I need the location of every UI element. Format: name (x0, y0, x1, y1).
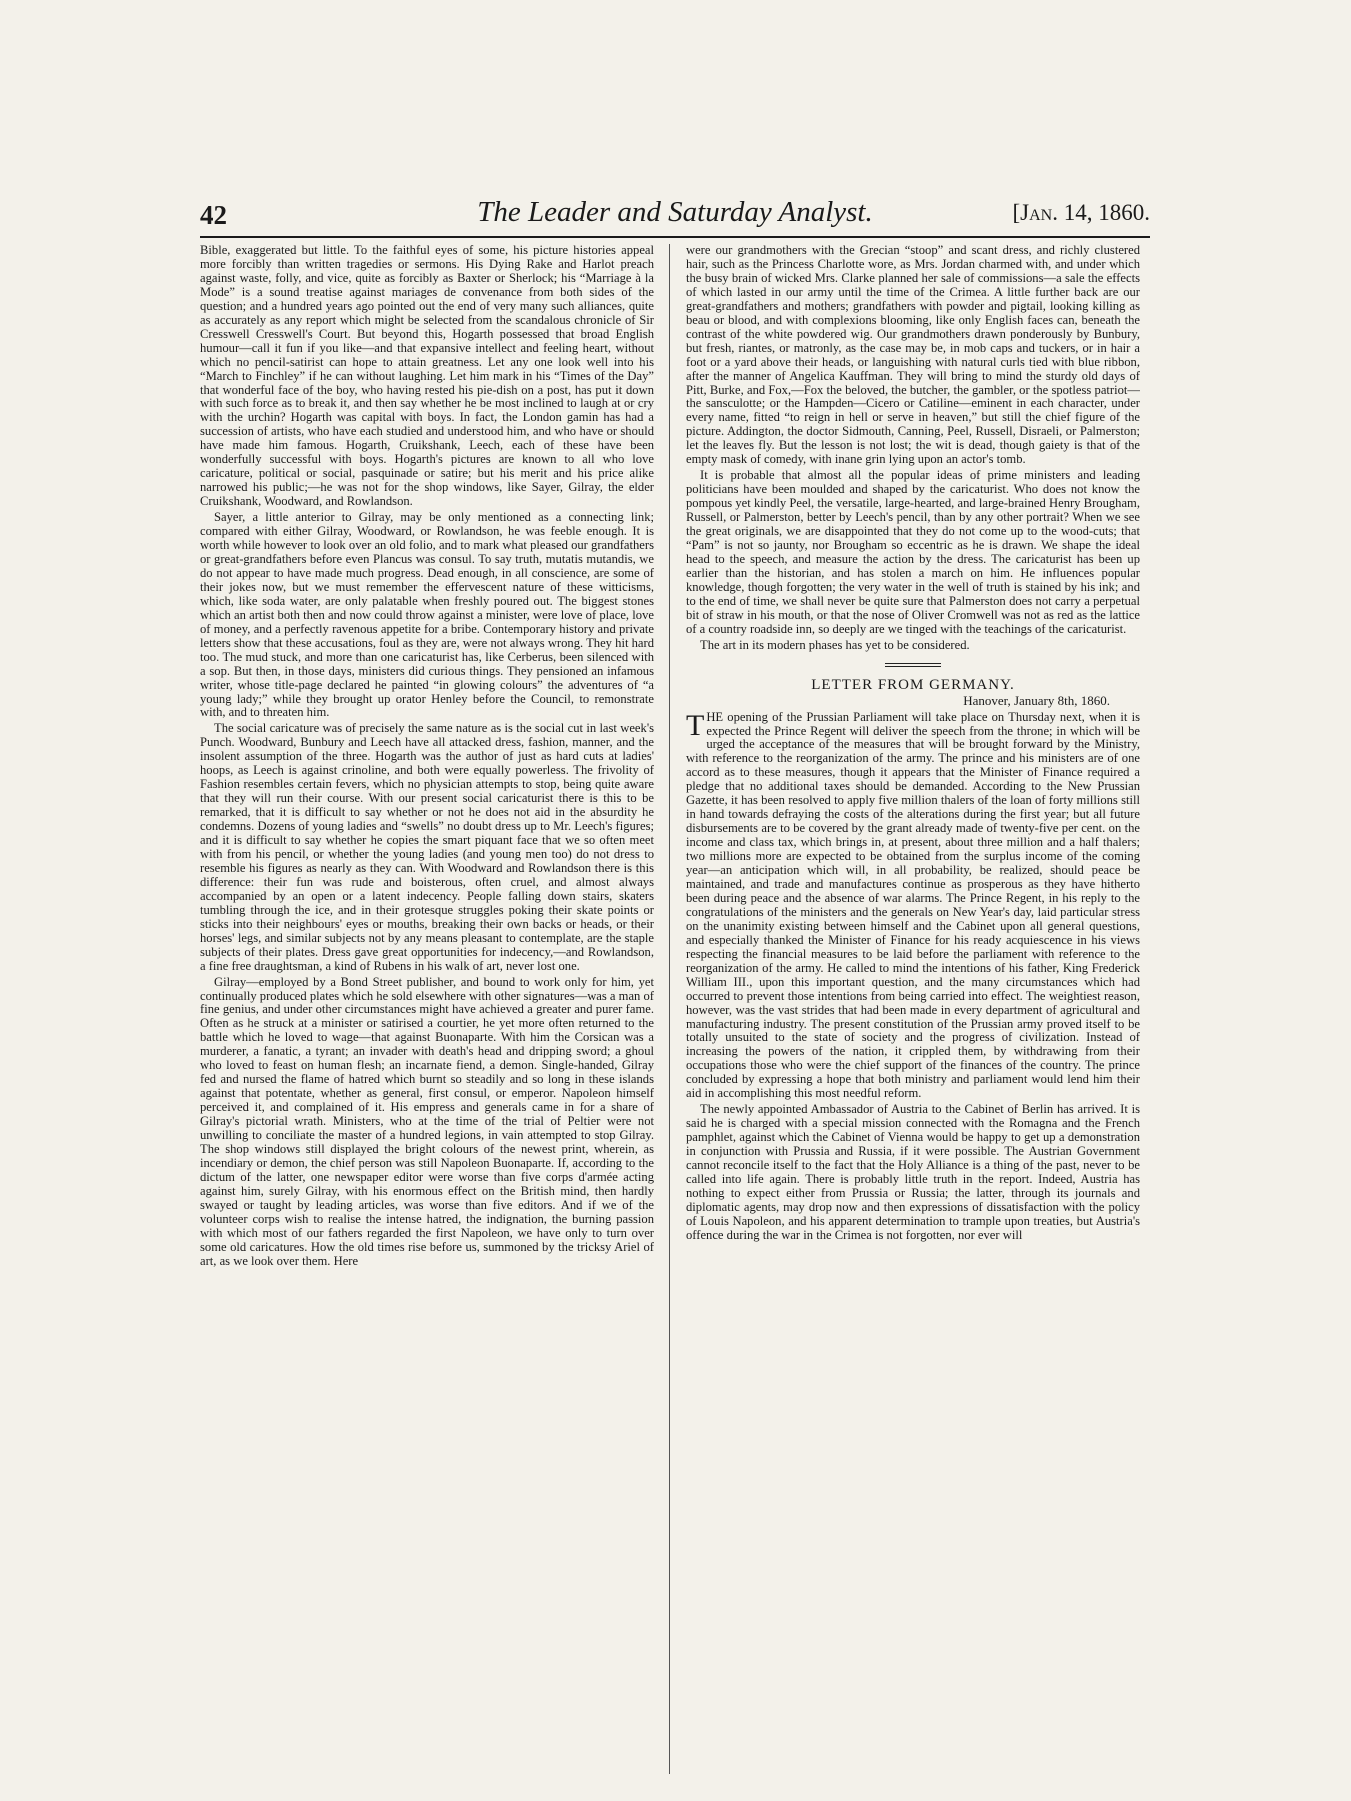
right-column (686, 244, 1140, 1784)
article-paragraph: The art in its modern phases has yet to be considered. (700, 637, 970, 652)
left-column (200, 244, 654, 1784)
letter-paragraph: The newly appointed Ambassador of Austria to the Cabinet of Berlin has arrived. It is said he is charged with a special mission connected with the Romagna and the French pamphlet, against which the Cabinet of Vienna would be happy to get up a demonstration in conjunction with Prussia and Russia, if it were possible. The Austrian Government cannot reconcile itself to the fact that the Holy Alliance is a thing of the past, never to be called into life again. There is probably little truth in the report. Indeed, Austria has nothing to expect either from Prussia or Russia; the latter, through its journals and diplomatic agents, may drop now and then expressions of dissatisfaction with the policy of Louis Napoleon, and his apparent determination to trample upon treaties, but Austria's offence during the war in the Crimea is not forgotten, nor ever will (686, 1102, 1140, 1242)
section-separator (885, 663, 941, 667)
article-paragraph: were our grandmothers with the Grecian “stoop” and scant dress, and richly clustered hair, such as the Princess Charlotte wore, as Mrs. Jordan charmed with, and under which the busy brain of wicked Mrs. Clarke planned her sale of commissions—a sale the effects of which lasted in our army until the time of the Crimea. A little further back are our great-grandfathers and mothers; grandfathers with powder and pigtail, looking killing as beau or blood, and with complexions blooming, like only English faces can, beneath the contrast of the white powdered wig. Our grandmothers drawn ponderously by Bunbury, but fresh, riantes, or matronly, as the case may be, in mob caps and tuckers, or in hair a foot or a yard above their heads, or languishing with natural curls tied with blue ribbon, after the manner of Angelica Kauffman. They will bring to mind the sturdy old days of Pitt, Burke, and Fox,—Fox the beloved, the butcher, the gambler, or the spotless patriot—the sansculotte; or the Hampden—Cicero or Catiline—eminent in each character, under every name, fitted “to reign in hell or serve in heaven,” but still the chief figure of the picture. Addington, the doctor Sidmouth, Canning, Peel, Russell, Disraeli, or Palmerston; let the leaves fly. But the lesson is not lost; the wit is dead, though gaiety is that of the empty mask of comedy, with inane grin lying upon an actor's tomb. (686, 244, 1140, 467)
section-heading: LETTER FROM GERMANY. (811, 676, 1015, 693)
drop-cap: T (686, 708, 705, 742)
article-paragraph: It is probable that almost all the popular ideas of prime ministers and leading politicians have been moulded and shaped by the caricaturist. Who does not know the pompous yet kindly Peel, the versatile, large-hearted, and large-brained Henry Brougham, Russell, or Palmerston, better by Leech's pencil, than by any other portrait? When we see the great originals, we are disappointed that they do not come up to the wood-cuts; that “Pam” is not so jaunty, nor Brougham so eccentric as he is drawn. We shape the ideal head to the speech, and measure the action by the dress. The caricaturist has been up earlier than the historian, and has stolen a march on him. He influences popular knowledge, though forgotten; the very water in the well of truth is stained by his ink; and to the end of time, we shall never be quite sure that Palmerston does not carry a perpetual bit of straw in his mouth, or that the nose of Oliver Cromwell was not as red as the lattice of a country roadside inn, so deeply are we tinged with the teachings of the caricaturist. (686, 468, 1140, 636)
header-rule (200, 236, 1150, 238)
dateline: Hanover, January 8th, 1860. (963, 692, 1110, 708)
issue-date: [Jan. 14, 1860. (1012, 200, 1150, 225)
page-number: 42 (200, 200, 227, 230)
article-paragraph: The social caricature was of precisely the same nature as is the social cut in last week's Punch. Woodward, Bunbury and Leech have all attacked dress, fashion, manner, and the insolent assumption of the three. Hogarth was the author of just as hard cuts at ladies' hoops, as Leech is against crinoline, and both were equally powerless. The frivolity of Fashion resembles certain fevers, which no physician attempts to stop, being quite aware that they will run their course. With our present social caricaturist there is this to be remarked, that it is difficult to say whether or not he does not aid in the absurdity he condemns. Dozens of young ladies and “swells” no doubt dress up to Mr. Leech's figures; and it is difficult to say whether he copies the smart piquant face that we so often meet with from his pencil, or whether the young ladies (and young men too) do not dress to resemble his figures as nearly as they can. With Woodward and Rowlandson there is this difference: their fun was rude and boisterous, often cruel, and almost always accompanied by an open or a latent indecency. People falling down stairs, skaters tumbling through the ice, and in their grotesque struggles poking their skate points or sticks into their neighbours' eyes or mouths, breaking their own backs or heads, or their horses' legs, and similar subjects not by any means pleasant to contemplate, are the staple subjects of their plates. Dress gave great opportunities for indecency,—and Rowlandson, a fine free draughtsman, a kind of Rubens in his walk of art, never lost one. (200, 721, 654, 973)
letter-paragraph-text: HE opening of the Prussian Parliament will take place on Thursday next, when it is expected the Prince Regent will deliver the speech from the throne; in which will be urged the acceptance of the measures that will be brought forward by the Ministry, with reference to the reorganization of the army. The prince and his ministers are of one accord as to these measures, though it appears that the Minister of Finance required a pledge that no additional taxes should be demanded. According to the New Prussian Gazette, it has been resolved to apply five million thalers of the loan of forty millions still in hand towards defraying the costs of the alterations during the first year; but all future disbursements are to be covered by the grant already made of twenty-five per cent. on the income and class tax, which brings in, at present, about three million and a half thalers; two millions more are expected to be obtained from the surplus income of the coming year—an anticipation which will, in all probability, be realized, should peace be maintained, and trade and manufactures continue as prosperous as they have hitherto been during peace and the absence of war alarms. The Prince Regent, in his reply to the congratulations of the ministers and the generals on New Year's day, laid particular stress on the unanimity existing between himself and the Cabinet upon all general questions, and especially thanked the Minister of Finance for his ready acquiescence in his views respecting the financial measures to be laid before the parliament with reference to the reorganization of the army. He called to mind the intentions of his father, King Frederick William III., upon this important question, and the many circumstances which had occurred to prevent those intentions from being carried into effect. The weightiest reason, however, was the vast strides that had been made in every department of agricultural and manufacturing industry. The present constitution of the Prussian army proved itself to be totally unsuited to the state of society and the progress of civilization. Instead of increasing the powers of the nation, it crippled them, by withdrawing from their occupations those who were the chief support of the finances of the country. The prince concluded by expressing a hope that both ministry and parliament would lend him their aid in accomplishing this most needful reform. (686, 709, 1140, 1101)
article-paragraph: Sayer, a little anterior to Gilray, may be only mentioned as a connecting link; compared with either Gilray, Woodward, or Rowlandson, he was feeble enough. It is worth while however to look over an old folio, and to mark what pleased our grandfathers or great-grandfathers before even Plancus was consul. To say truth, mutatis mutandis, we do not appear to have made much progress. Dead enough, in all conscience, are some of their jokes now, but we must remember the effervescent nature of these witticisms, which, like soda water, are only palatable when freshly poured out. The biggest stones which an artist both then and now could throw against a minister, were love of place, love of money, and a perfectly ravenous appetite for a bribe. Contemporary history and private letters show that these accusations, foul as they are, were not always wrong. They hit hard too. The mud stuck, and more than one caricaturist has, like Cerberus, been silenced with a sop. But then, in those days, ministers did curious things. They pensioned an infamous writer, whose title-page declared he painted “in glowing colours” the adventures of “a young lady;” while they brought up orator Henley before the Council, to remonstrate with, and to threaten him. (200, 510, 654, 720)
column-divider (669, 244, 670, 1774)
article-paragraph: Bible, exaggerated but little. To the faithful eyes of some, his picture histories appeal more forcibly than written tragedies or sermons. His Dying Rake and Harlot preach against waste, folly, and vice, quite as forcibly as Baxter or Sherlock; his “Marriage à la Mode” is a sound treatise against mariages de convenance from both sides of the question; and a hundred years ago pointed out the end of very many such alliances, quite as accurately as any report which might be selected from the scandalous chronicle of Sir Cresswell Cresswell's Court. But beyond this, Hogarth possessed that broad English humour—call it fun if you like—and that expansive intellect and feeling heart, without which no pencil-satirist can hope to attain greatness. Let any one look well into his “March to Finchley” if he can without laughing. Let him mark in his “Times of the Day” that wonderful face of the boy, who having rested his pie-dish on a post, has put it down with such force as to break it, and then say whether he be most inclined to laugh at or cry with the urchin? Hogarth was capital with boys. In fact, the London gamin has had a succession of artists, who have each studied and understood him, and who have or should have made him famous. Hogarth, Cruikshank, Leech, each of these have been wonderfully successful with boys. Hogarth's pictures are known to all who love caricature, political or social, pasquinade or satire; but his merit and his price alike narrowed his public;—he was not for the shop windows, like Sayer, Gilray, the elder Cruikshank, Woodward, and Rowlandson. (200, 244, 654, 509)
letter-paragraph (686, 708, 1140, 1102)
newspaper-page (200, 0, 1150, 1801)
journal-title: The Leader and Saturday Analyst. (477, 196, 873, 228)
article-paragraph: Gilray—employed by a Bond Street publisher, and bound to work only for him, yet continually produced plates which he sold elsewhere with other signatures—was a man of fine genius, and under other circumstances might have achieved a greater and purer fame. Often as he struck at a minister or satirised a courtier, he yet more often returned to the battle which he loved to wage—that against Buonaparte. With him the Corsican was a murderer, a fanatic, a tyrant; an invader with death's head and dripping sword; a ghoul who loved to feast on human flesh; an incarnate fiend, a demon. Single-handed, Gilray fed and nursed the flame of hatred which burnt so steadily and so long in these islands against that potentate, whether as general, first consul, or emperor. Napoleon himself perceived it, and complained of it. His empress and generals came in for a share of Gilray's pictorial wrath. Ministers, who at the time of the trial of Peltier were not unwilling to conciliate the master of a hundred legions, in vain attempted to stop Gilray. The shop windows still displayed the bright colours of the newest print, wherein, as incendiary or demon, the chief person was still Napoleon Buonaparte. If, according to the dictum of the latter, one newspaper editor were worse than five corps d'armée acting against him, surely Gilray, with his enormous effect on the British mind, then hardly swayed or taught by leading articles, was worse than five editors. And if we of the volunteer corps wish to realise the intense hatred, the indignation, the burning passion with which most of our fathers regarded the first Napoleon, we have only to turn over some old caricatures. How the old times rise before us, summoned by the tricksy Ariel of art, as we look over them. Here (200, 974, 654, 1268)
page-header (200, 196, 1150, 236)
